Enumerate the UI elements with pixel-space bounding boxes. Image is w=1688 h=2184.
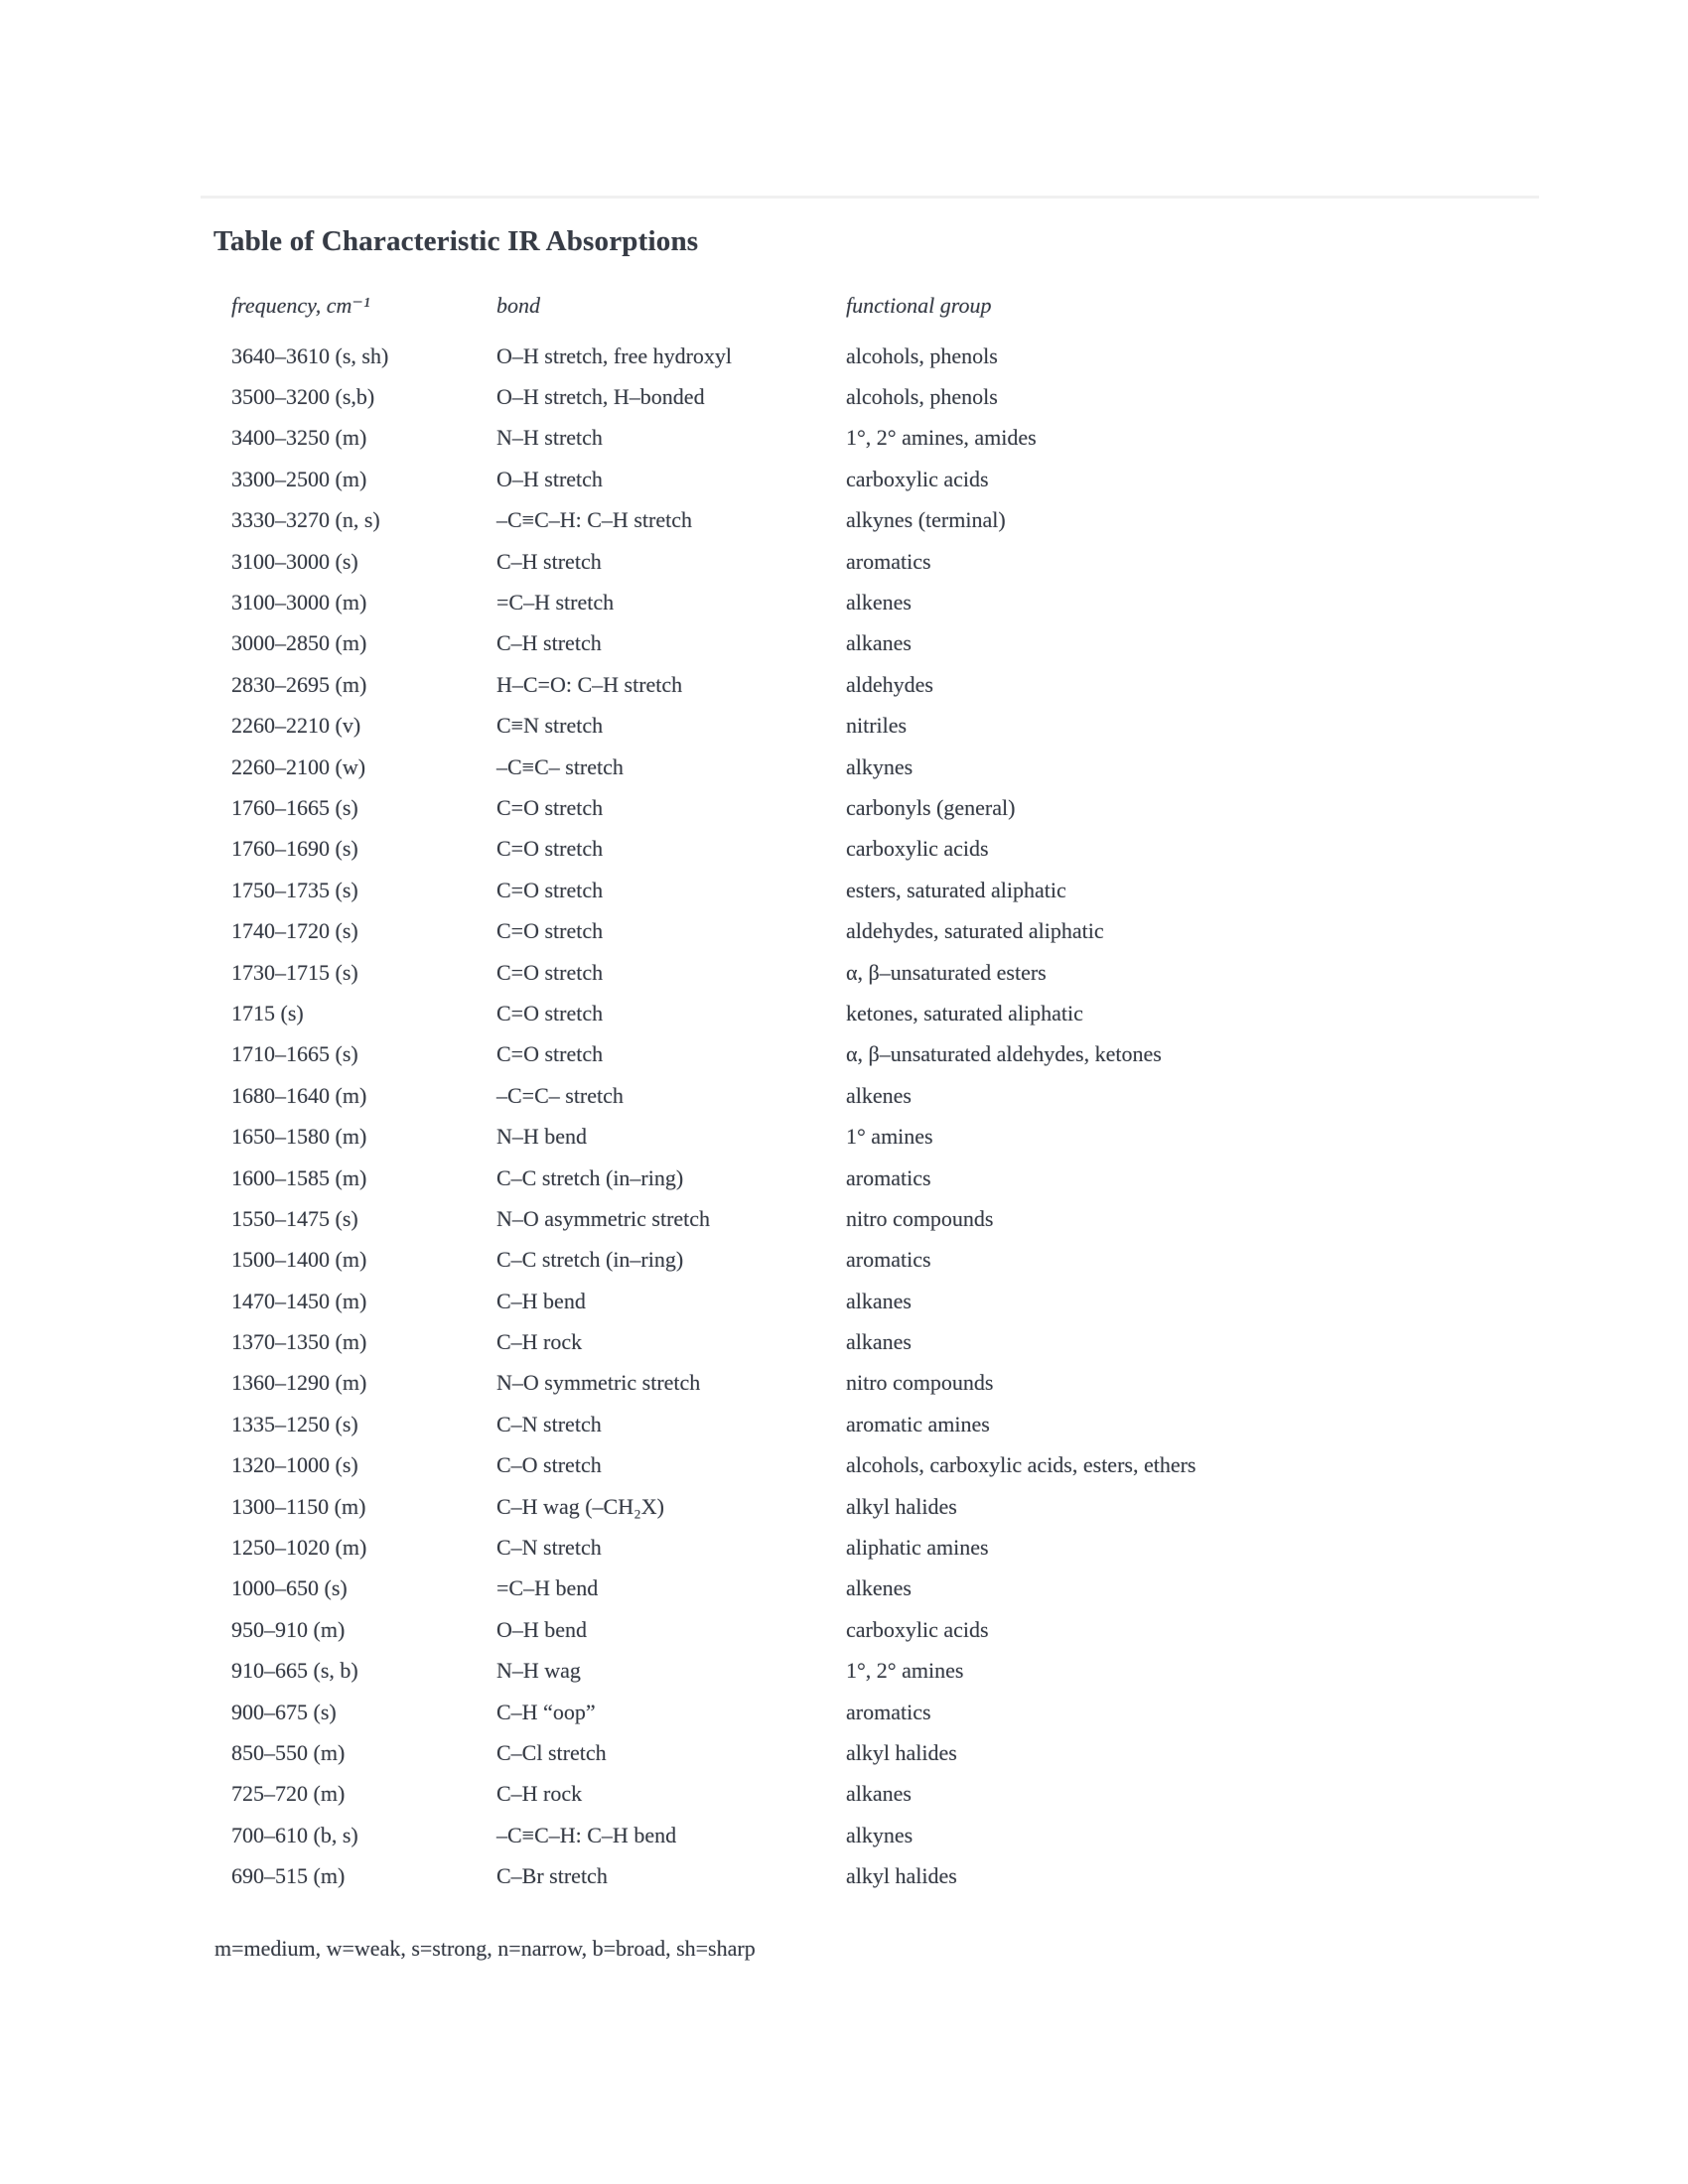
page-top-divider [201,196,1539,199]
group-cell: 1°, 2° amines, amides [846,425,1037,451]
table-row [231,829,1572,870]
bond-cell: C=O stretch [496,836,604,862]
bond-cell: C–Cl stretch [496,1739,607,1765]
bond-cell: C–N stretch [496,1411,602,1436]
bond-cell: H–C=O: C–H stretch [496,671,683,697]
bond-cell: C–Br stretch [496,1863,608,1889]
bond-cell: =C–H stretch [496,590,615,615]
group-cell: alcohols, phenols [846,342,998,368]
group-cell: alcohols, phenols [846,384,998,410]
table-row [231,336,1572,376]
bond-cell: C–C stretch (in–ring) [496,1164,684,1190]
freq-cell: 1650–1580 (m) [231,1124,367,1150]
bond-cell: C=O stretch [496,959,604,985]
group-cell: alkanes [846,1781,912,1807]
table-row [231,993,1572,1033]
table-row [231,1692,1572,1732]
group-cell: carboxylic acids [846,836,989,862]
bond-cell: O–H stretch [496,466,603,491]
table-row [231,459,1572,499]
bond-cell: –C=C– stretch [496,1082,624,1108]
bond-cell: C=O stretch [496,918,604,944]
bond-cell: N–H wag [496,1658,581,1684]
freq-cell: 3640–3610 (s, sh) [231,342,389,368]
group-cell: 1° amines [846,1124,933,1150]
group-cell: alkenes [846,1575,912,1601]
freq-cell: 1740–1720 (s) [231,918,358,944]
freq-cell: 1335–1250 (s) [231,1411,358,1436]
table-row [231,1404,1572,1444]
freq-cell: 850–550 (m) [231,1739,346,1765]
bond-cell: –C≡C– stretch [496,753,624,779]
bond-cell: C–H bend [496,1288,586,1313]
column-header-functional-group: functional group [846,293,992,318]
freq-cell: 1760–1665 (s) [231,794,358,820]
table-row [231,1732,1572,1773]
table-body [231,336,1572,1897]
group-cell: alkyl halides [846,1739,957,1765]
group-cell: aromatics [846,548,931,574]
bond-cell: C–H “oop” [496,1699,596,1724]
bond-cell: C=O stretch [496,1041,604,1067]
freq-cell: 3300–2500 (m) [231,466,367,491]
bond-cell: C=O stretch [496,877,604,902]
freq-cell: 1500–1400 (m) [231,1247,367,1273]
group-cell: alcohols, carboxylic acids, esters, ethers [846,1452,1196,1478]
table-row [231,541,1572,582]
bond-cell: N–H stretch [496,425,603,451]
bond-cell: C=O stretch [496,1000,604,1025]
group-cell: aldehydes, saturated aliphatic [846,918,1104,944]
group-cell: α, β–unsaturated esters [846,959,1047,985]
table-row [231,1815,1572,1855]
table-row [231,870,1572,910]
bond-cell: –C≡C–H: C–H bend [496,1822,677,1847]
freq-cell: 3330–3270 (n, s) [231,507,380,533]
group-cell: alkynes [846,753,914,779]
table-row [231,952,1572,993]
table-row [231,1034,1572,1075]
bond-cell: C–C stretch (in–ring) [496,1247,684,1273]
bond-cell: C–O stretch [496,1452,602,1478]
bond-cell: C–H rock [496,1329,583,1355]
table-header-row [231,285,1572,327]
column-header-frequency: frequency, cm⁻¹ [231,293,370,318]
freq-cell: 3000–2850 (m) [231,630,367,656]
bond-cell: C–H stretch [496,630,602,656]
group-cell: alkanes [846,1329,912,1355]
group-cell: alkynes [846,1822,914,1847]
table-row [231,1569,1572,1609]
freq-cell: 2260–2210 (v) [231,713,361,739]
freq-cell: 2830–2695 (m) [231,671,367,697]
table-row [231,664,1572,705]
table-row [231,1486,1572,1527]
freq-cell: 1730–1715 (s) [231,959,358,985]
table-row [231,1609,1572,1650]
table-row [231,418,1572,459]
bond-cell: C=O stretch [496,794,604,820]
bond-cell: N–H bend [496,1124,588,1150]
group-cell: 1°, 2° amines [846,1658,964,1684]
table-row [231,1855,1572,1896]
bond-cell: C≡N stretch [496,713,604,739]
bond-cell: O–H bend [496,1616,588,1642]
freq-cell: 3500–3200 (s,b) [231,384,375,410]
group-cell: nitriles [846,713,908,739]
freq-cell: 910–665 (s, b) [231,1658,358,1684]
freq-cell: 1320–1000 (s) [231,1452,358,1478]
group-cell: alkenes [846,590,912,615]
freq-cell: 3100–3000 (s) [231,548,358,574]
group-cell: aromatics [846,1247,931,1273]
table-row [231,1281,1572,1321]
freq-cell: 725–720 (m) [231,1781,346,1807]
group-cell: nitro compounds [846,1370,994,1396]
bond-cell: –C≡C–H: C–H stretch [496,507,692,533]
freq-cell: 1600–1585 (m) [231,1164,367,1190]
bond-cell: O–H stretch, free hydroxyl [496,342,733,368]
freq-cell: 3400–3250 (m) [231,425,367,451]
table-row [231,1651,1572,1692]
freq-cell: 1680–1640 (m) [231,1082,367,1108]
group-cell: α, β–unsaturated aldehydes, ketones [846,1041,1162,1067]
freq-cell: 950–910 (m) [231,1616,346,1642]
freq-cell: 1750–1735 (s) [231,877,358,902]
bond-cell: C–N stretch [496,1535,602,1561]
freq-cell: 3100–3000 (m) [231,590,367,615]
group-cell: ketones, saturated aliphatic [846,1000,1083,1025]
group-cell: carboxylic acids [846,466,989,491]
group-cell: alkynes (terminal) [846,507,1006,533]
freq-cell: 900–675 (s) [231,1699,337,1724]
table-row [231,623,1572,664]
table-row [231,1527,1572,1568]
ir-absorption-table [231,285,1572,1897]
table-row [231,500,1572,541]
freq-cell: 1760–1690 (s) [231,836,358,862]
group-cell: esters, saturated aliphatic [846,877,1066,902]
bond-cell: =C–H bend [496,1575,599,1601]
bond-cell: C–H wag (–CH₂X) [496,1493,664,1519]
table-row [231,1116,1572,1157]
group-cell: aldehydes [846,671,933,697]
freq-cell: 1370–1350 (m) [231,1329,367,1355]
group-cell: aromatics [846,1164,931,1190]
bond-cell: N–O asymmetric stretch [496,1205,711,1231]
table-row [231,376,1572,417]
table-row [231,910,1572,951]
table-row [231,1321,1572,1362]
freq-cell: 1000–650 (s) [231,1575,348,1601]
group-cell: aromatic amines [846,1411,990,1436]
abbreviation-footnote: m=medium, w=weak, s=strong, n=narrow, b=broad, sh=sharp [214,1936,756,1961]
table-row [231,1363,1572,1404]
bond-cell: C–H stretch [496,548,602,574]
table-row [231,1774,1572,1815]
freq-cell: 1715 (s) [231,1000,304,1025]
freq-cell: 700–610 (b, s) [231,1822,358,1847]
bond-cell: O–H stretch, H–bonded [496,384,705,410]
bond-cell: C–H rock [496,1781,583,1807]
table-row [231,582,1572,622]
table-row [231,1075,1572,1116]
group-cell: alkanes [846,630,912,656]
table-row [231,1158,1572,1198]
freq-cell: 1470–1450 (m) [231,1288,367,1313]
column-header-bond: bond [496,293,540,318]
group-cell: aromatics [846,1699,931,1724]
table-row [231,747,1572,787]
freq-cell: 1710–1665 (s) [231,1041,358,1067]
group-cell: alkanes [846,1288,912,1313]
group-cell: alkyl halides [846,1863,957,1889]
table-row [231,706,1572,747]
table-row [231,1240,1572,1281]
table-row [231,787,1572,828]
group-cell: alkyl halides [846,1493,957,1519]
group-cell: carbonyls (general) [846,794,1016,820]
freq-cell: 1550–1475 (s) [231,1205,358,1231]
table-row [231,1198,1572,1239]
freq-cell: 1360–1290 (m) [231,1370,367,1396]
freq-cell: 2260–2100 (w) [231,753,366,779]
group-cell: aliphatic amines [846,1535,989,1561]
freq-cell: 690–515 (m) [231,1863,346,1889]
freq-cell: 1250–1020 (m) [231,1535,367,1561]
freq-cell: 1300–1150 (m) [231,1493,366,1519]
group-cell: nitro compounds [846,1205,994,1231]
group-cell: alkenes [846,1082,912,1108]
table-row [231,1445,1572,1486]
bond-cell: N–O symmetric stretch [496,1370,701,1396]
group-cell: carboxylic acids [846,1616,989,1642]
page-title: Table of Characteristic IR Absorptions [213,225,699,258]
